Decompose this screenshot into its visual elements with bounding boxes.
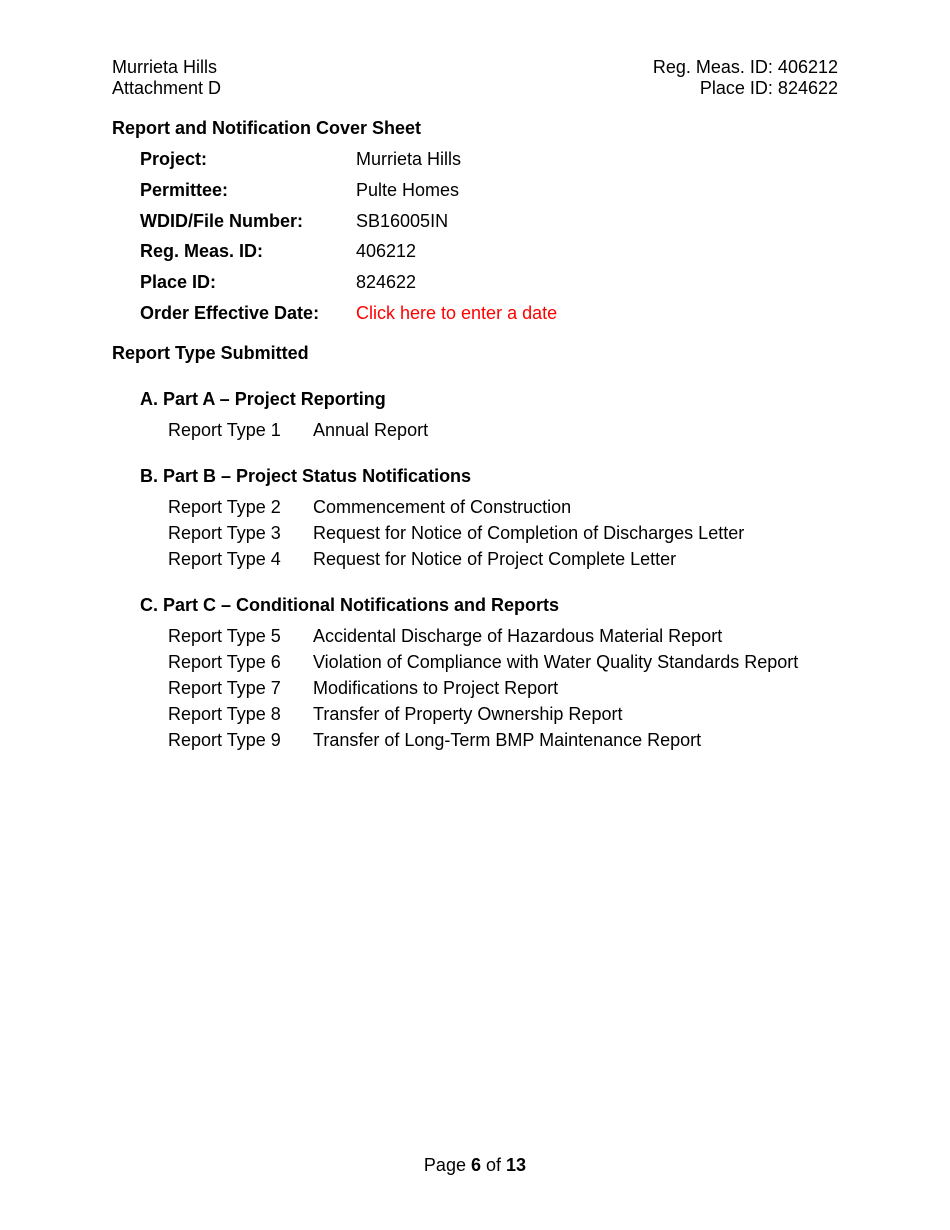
report-type-3-label: Report Type 3 bbox=[168, 523, 281, 543]
report-type-4-label: Report Type 4 bbox=[168, 549, 281, 569]
header-place-id: Place ID: 824622 bbox=[699, 78, 838, 98]
report-type-4-desc: Request for Notice of Project Complete Letter bbox=[313, 549, 677, 569]
field-value-wdid: SB16005IN bbox=[356, 211, 449, 231]
report-type-3-desc: Request for Notice of Completion of Discharges Letter bbox=[313, 523, 745, 543]
section-b-title: B. Part B – Project Status Notifications bbox=[140, 466, 472, 486]
field-label-project: Project: bbox=[140, 149, 208, 169]
report-type-5-label: Report Type 5 bbox=[168, 626, 281, 646]
report-type-9-label: Report Type 9 bbox=[168, 730, 281, 750]
page-total: 13 bbox=[506, 1155, 527, 1175]
section-a-title: A. Part A – Project Reporting bbox=[140, 389, 386, 409]
report-type-8-desc: Transfer of Property Ownership Report bbox=[313, 704, 623, 724]
field-value-place-id: 824622 bbox=[356, 272, 417, 292]
header-reg-meas-id: Reg. Meas. ID: 406212 bbox=[652, 57, 838, 77]
report-type-8-label: Report Type 8 bbox=[168, 704, 281, 724]
field-value-permittee: Pulte Homes bbox=[356, 180, 460, 200]
header-left bbox=[112, 57, 221, 99]
report-type-9-desc: Transfer of Long-Term BMP Maintenance Report bbox=[313, 730, 702, 750]
page-prefix: Page bbox=[423, 1155, 466, 1175]
report-type-2-label: Report Type 2 bbox=[168, 497, 281, 517]
section-c-title: C. Part C – Conditional Notifications and Reports bbox=[140, 595, 560, 615]
report-type-6-desc: Violation of Compliance with Water Quality Standards Report bbox=[313, 652, 799, 672]
report-type-1-label: Report Type 1 bbox=[168, 420, 281, 440]
report-type-submitted-title: Report Type Submitted bbox=[112, 343, 309, 363]
field-label-permittee: Permittee: bbox=[140, 180, 229, 200]
field-value-reg-meas-id: 406212 bbox=[356, 241, 417, 261]
field-label-reg-meas-id: Reg. Meas. ID: bbox=[140, 241, 264, 261]
page-footer bbox=[0, 1155, 950, 1175]
header-attachment: Attachment D bbox=[112, 78, 222, 98]
date-picker-placeholder[interactable]: Click here to enter a date bbox=[356, 303, 558, 323]
header-project-name: Murrieta Hills bbox=[112, 57, 218, 77]
report-type-7-label: Report Type 7 bbox=[168, 678, 281, 698]
page-current: 6 bbox=[470, 1155, 481, 1175]
field-value-project: Murrieta Hills bbox=[356, 149, 462, 169]
field-label-wdid: WDID/File Number: bbox=[140, 211, 304, 231]
page-of: of bbox=[486, 1155, 502, 1175]
report-type-5-desc: Accidental Discharge of Hazardous Material Report bbox=[313, 626, 723, 646]
report-type-1-desc: Annual Report bbox=[313, 420, 429, 440]
field-label-place-id: Place ID: bbox=[140, 272, 217, 292]
field-label-order-effective-date: Order Effective Date: bbox=[140, 303, 320, 323]
report-type-2-desc: Commencement of Construction bbox=[313, 497, 572, 517]
cover-sheet-title: Report and Notification Cover Sheet bbox=[112, 118, 422, 138]
report-type-6-label: Report Type 6 bbox=[168, 652, 281, 672]
header-right bbox=[653, 57, 838, 99]
report-type-7-desc: Modifications to Project Report bbox=[313, 678, 559, 698]
